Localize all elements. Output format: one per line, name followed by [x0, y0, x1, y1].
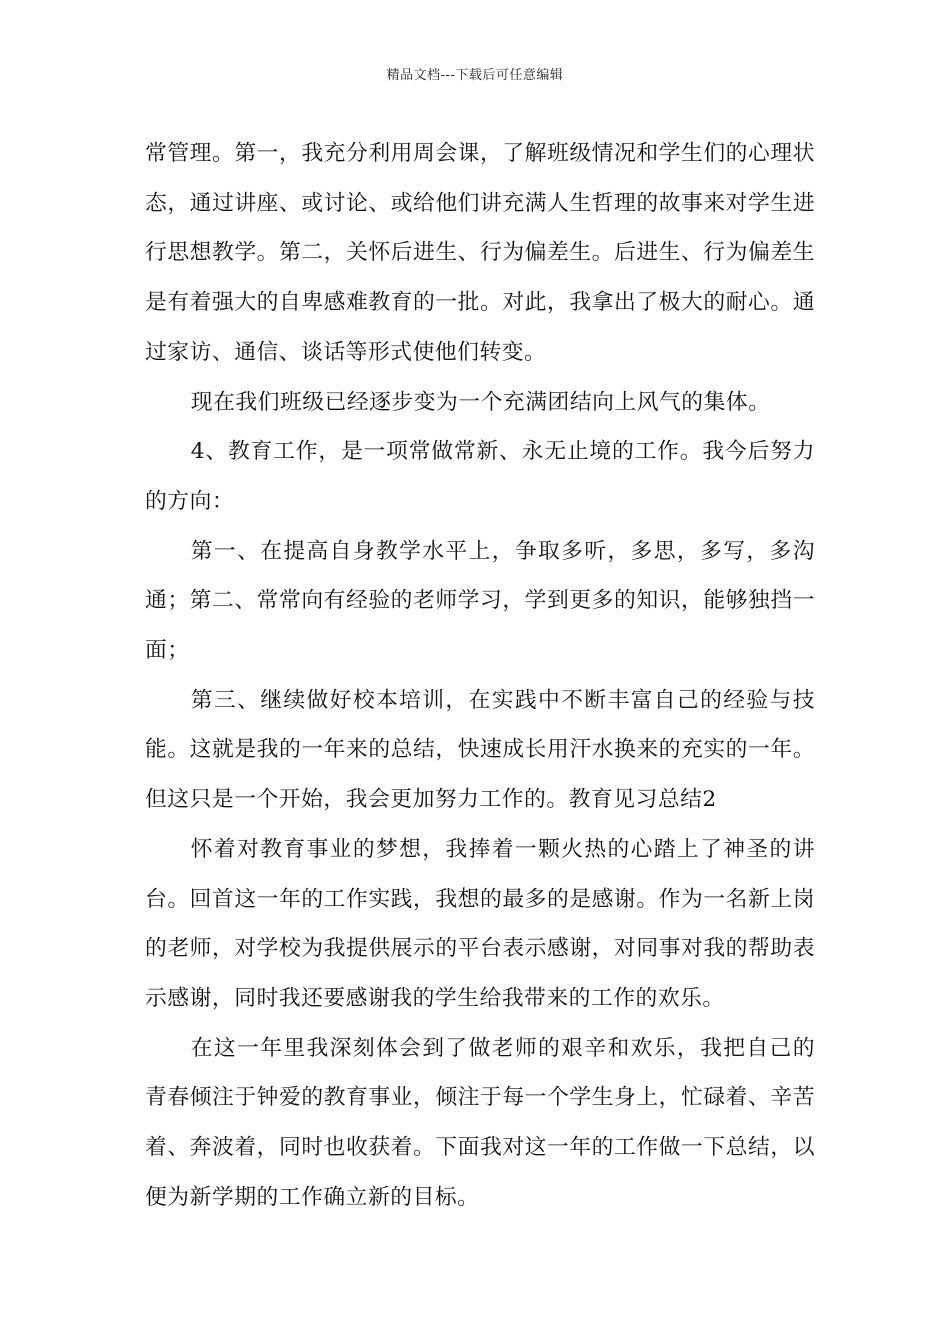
paragraph-7: 在这一年里我深刻体会到了做老师的艰辛和欢乐，我把自己的青春倾注于钟爱的教育事业，倾注于每一个学生身上，忙碌着、辛苦着、奔波着，同时也收获着。下面我对这一年的工作做一下总结，以便为新学期的工作确立新的目标。	[145, 1035, 815, 1210]
paragraph-6: 怀着对教育事业的梦想，我捧着一颗火热的心踏上了神圣的讲台。回首这一年的工作实践，我想的最多的是感谢。作为一名新上岗的老师，对学校为我提供展示的平台表示感谢，对同事对我的帮助表示感谢，同时我还要感谢我的学生给我带来的工作的欢乐。	[145, 836, 815, 1011]
document-body	[145, 129, 815, 1222]
paragraph-3: 4、教育工作，是一项常做常新、永无止境的工作。我今后努力的方向：	[145, 439, 815, 514]
page-header: 精品文档---下载后可任意编辑	[386, 68, 564, 83]
paragraph-5: 第三、继续做好校本培训，在实践中不断丰富自己的经验与技能。这就是我的一年来的总结，快速成长用汗水换来的充实的一年。但这只是一个开始，我会更加努力工作的。教育见习总结2	[145, 687, 815, 813]
paragraph-1: 常管理。第一，我充分利用周会课，了解班级情况和学生们的心理状态，通过讲座、或讨论、或给他们讲充满人生哲理的故事来对学生进行思想教学。第二，关怀后进生、行为偏差生。后进生、行为偏差生是有着强大的自卑感难教育的一批。对此，我拿出了极大的耐心。通过家访、通信、谈话等形式使他们转变。	[145, 141, 815, 365]
paragraph-4: 第一、在提高自身教学水平上，争取多听，多思，多写，多沟通；第二、常常向有经验的老师学习，学到更多的知识，能够独挡一面；	[145, 538, 815, 664]
paragraph-2: 现在我们班级已经逐步变为一个充满团结向上风气的集体。	[190, 389, 771, 415]
